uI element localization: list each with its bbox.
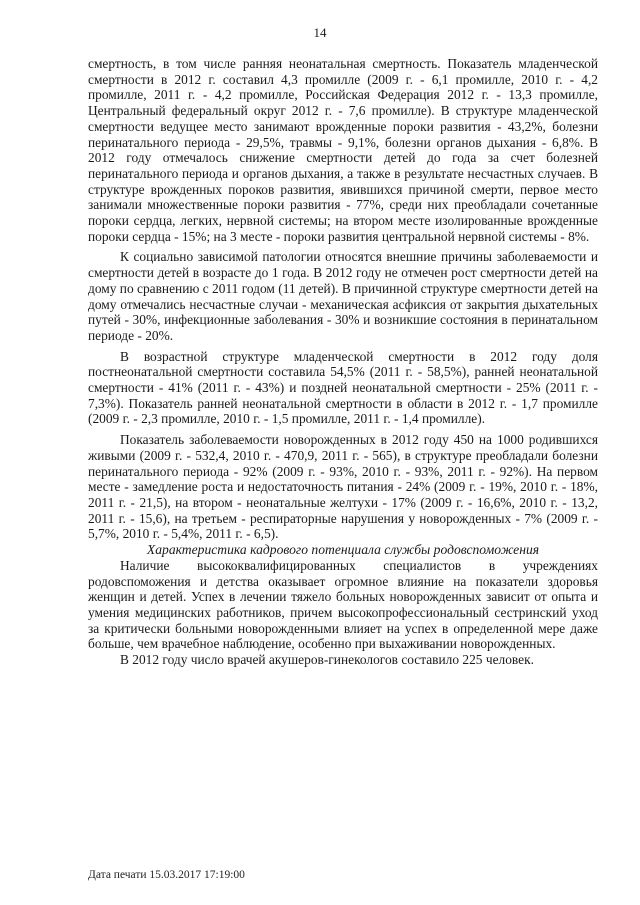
print-date-footer: Дата печати 15.03.2017 17:19:00 bbox=[88, 869, 245, 881]
document-body bbox=[88, 56, 598, 668]
page-number: 14 bbox=[313, 25, 327, 40]
paragraph-social-pathology: К социально зависимой патологии относятся внешние причины заболеваемости и смертности детей в возрасте до 1 года. В 2012 году не отмечен рост смертности детей на дому по сравнению с 2011 годом (11 детей). В причинной структуре смертности детей на дому отмечались несчастные случаи - механическая асфиксия от закрытия дыхательных путей - 30%, инфекционные заболевания - 30% и возникшие состояния в перинатальном периоде - 20%. bbox=[88, 249, 598, 343]
paragraph-infant-mortality: смертность, в том числе ранняя неонатальная смертность. Показатель младенческой смертности в 2012 г. составил 4,3 промилле (2009 г. - 6,1 промилле, 2010 г. - 4,2 промилле, 2011 г. - 4,2 промилле, Российская Федерация 2012 г. - 13,3 промилле, Центральный федеральный округ 2012 г. - 7,6 промилле). В структуре младенческой смертности ведущее место занимают врожденные пороки развития - 43,2%, болезни перинатального периода - 29,5%, травмы - 9,1%, болезни органов дыхания - 6,8%. В 2012 году отмечалось снижение смертности детей до года за счет болезней перинатального периода и органов дыхания, а также в результате несчастных случаев. В структуре врожденных пороков развития, явившихся причиной смерти, первое место занимали множественные пороки развития - 77%, среди них преобладали сочетанные пороки сердца, легких, нервной системы; на втором месте изолированные врожденные пороки сердца - 15%; на 3 месте - пороки развития центральной нервной системы - 8%. bbox=[88, 56, 598, 244]
paragraph-obstetricians-count: В 2012 году число врачей акушеров-гинекологов составило 225 человек. bbox=[120, 652, 534, 668]
paragraph-newborn-morbidity: Показатель заболеваемости новорожденных в 2012 году 450 на 1000 родившихся живыми (2009 г. - 532,4, 2010 г. - 470,9, 2011 г. - 565), в структуре преобладали болезни перинатального периода - 92% (2009 г. - 93%, 2010 г. - 93%, 2011 г. - 92%). На первом месте - замедление роста и недостаточность питания - 24% (2009 г. - 19%, 2010 г. - 18%, 2011 г. - 21,5), на втором - неонатальные желтухи - 17% (2009 г. - 16,6%, 2010 г. - 13,2, 2011 г. - 15,6), на третьем - респираторные нарушения у новорожденных - 7% (2009 г. - 5,7%, 2010 г. - 5,4%, 2011 г. - 6,5). bbox=[88, 432, 598, 542]
paragraph-age-structure: В возрастной структуре младенческой смертности в 2012 году доля постнеонатальной смертности составила 54,5% (2011 г. - 58,5%), ранней неонатальной смертности - 41% (2011 г. - 43%) и поздней неонатальной смертности - 25% (2011 г. - 7,3%). Показатель ранней неонатальной смертности в области в 2012 г. - 1,7 промилле (2009 г. - 2,3 промилле, 2010 г. - 1,5 промилле, 2011 г. - 1,4 промилле). bbox=[88, 348, 598, 427]
section-heading: Характеристика кадрового потенциала службы родовспоможения bbox=[146, 542, 540, 558]
paragraph-specialists: Наличие высококвалифицированных специалистов в учреждениях родовспоможения и детства оказывает огромное влияние на показатели здоровья женщин и детей. Успех в лечении тяжело больных новорожденных зависит от опыта и умения медицинских работников, причем высокопрофессиональный сестринский уход за критически больными новорожденными влияет на успех в определенной мере даже больше, чем врачебное наблюдение, особенно при выхаживании новорожденных. bbox=[88, 557, 598, 652]
